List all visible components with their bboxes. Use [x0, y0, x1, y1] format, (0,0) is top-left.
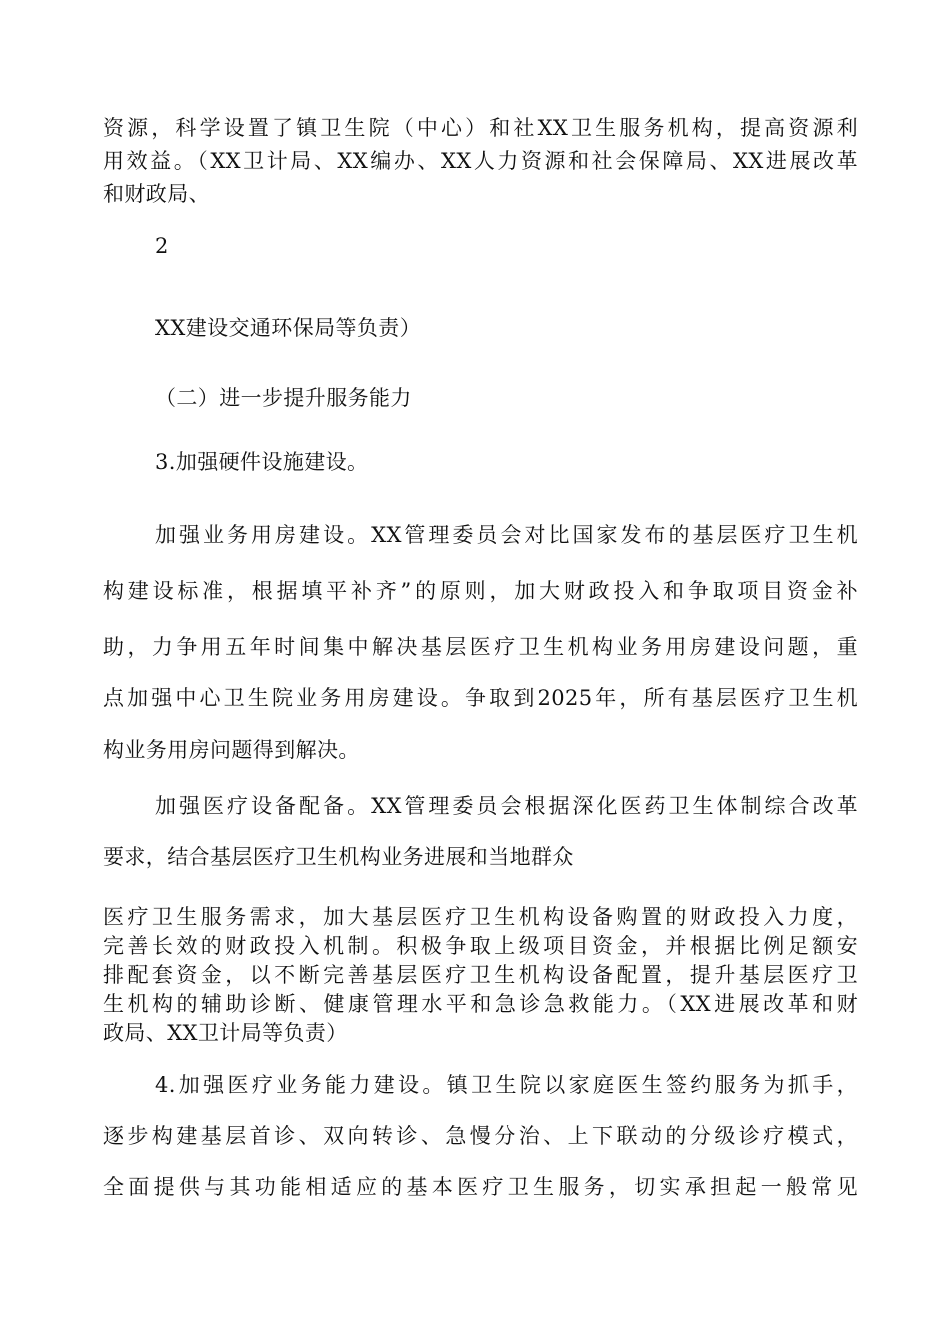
para5-line-1: 医疗卫生服务需求，加大基层医疗卫生机构设备购置的财政投入力度，: [103, 905, 858, 929]
para4-line-2: 要求，结合基层医疗卫生机构业务进展和当地群众: [103, 845, 574, 869]
para6-line-2: 逐步构建基层首诊、双向转诊、急慢分治、上下联动的分级诊疗模式，: [103, 1124, 858, 1148]
item3-heading: 3.加强硬件设施建设。: [155, 450, 369, 474]
para3-line-4: 点加强中心卫生院业务用房建设。争取到2025年，所有基层医疗卫生机: [103, 686, 858, 710]
para1-line-2: 用效益。（XX卫计局、XX编办、XX人力资源和社会保障局、XX进展改革: [103, 149, 858, 173]
page-number: 2: [155, 234, 169, 258]
para1-line-3: 和财政局、: [103, 182, 210, 206]
para2-line-1: XX建设交通环保局等负责）: [155, 316, 422, 340]
para3-line-1: 加强业务用房建设。XX管理委员会对比国家发布的基层医疗卫生机: [155, 523, 858, 547]
para1-line-1: 资源，科学设置了镇卫生院（中心）和社XX卫生服务机构，提高资源利: [103, 116, 858, 140]
para5-line-2: 完善长效的财政投入机制。积极争取上级项目资金，并根据比例足额安: [103, 934, 858, 958]
section-heading: （二）进一步提升服务能力: [155, 386, 412, 410]
para3-line-2: 构建设标准，根据填平补齐”的原则，加大财政投入和争取项目资金补: [103, 579, 858, 603]
para4-line-1: 加强医疗设备配备。XX管理委员会根据深化医药卫生体制综合改革: [155, 794, 858, 818]
para6-line-3: 全面提供与其功能相适应的基本医疗卫生服务，切实承担起一般常见: [103, 1175, 858, 1199]
para5-line-5: 政局、XX卫计局等负责）: [103, 1021, 348, 1045]
para3-line-3: 助，力争用五年时间集中解决基层医疗卫生机构业务用房建设问题，重: [103, 635, 858, 659]
para3-line-5: 构业务用房问题得到解决。: [103, 738, 360, 762]
para5-line-4: 生机构的辅助诊断、健康管理水平和急诊急救能力。（XX进展改革和财: [103, 992, 858, 1016]
para6-line-1: 4.加强医疗业务能力建设。镇卫生院以家庭医生签约服务为抓手，: [155, 1073, 858, 1097]
para5-line-3: 排配套资金，以不断完善基层医疗卫生机构设备配置，提升基层医疗卫: [103, 963, 858, 987]
